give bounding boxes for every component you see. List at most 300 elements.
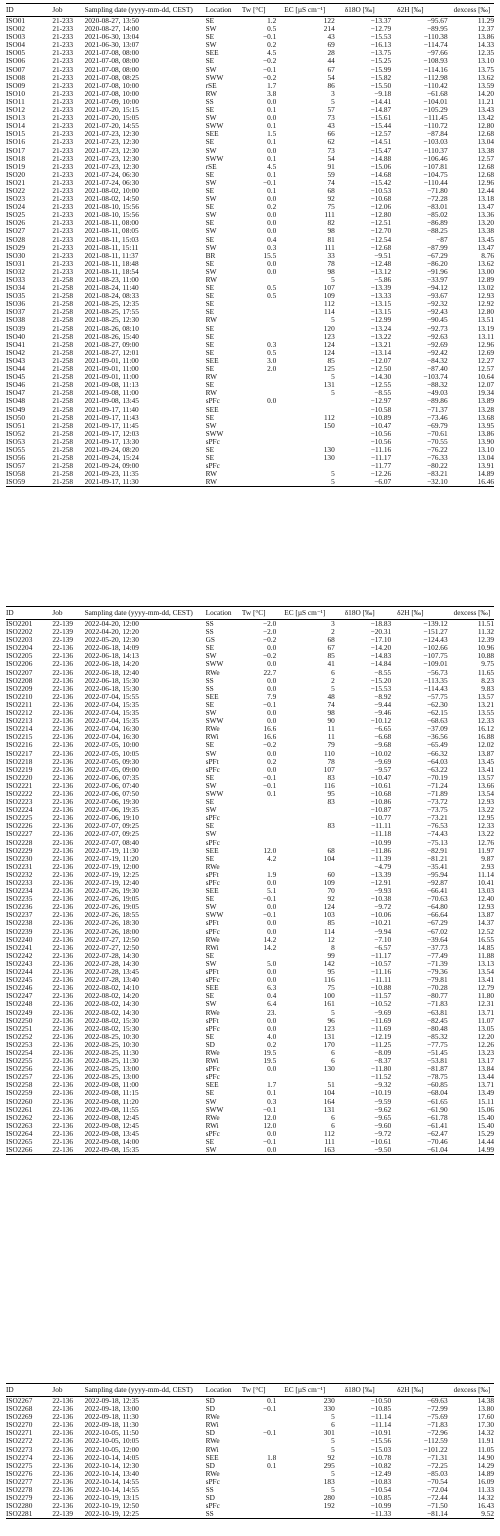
cell-job: 22-136 <box>52 1461 74 1470</box>
table-row <box>6 1106 494 1114</box>
cell-location: GS <box>205 636 215 645</box>
cell-d18o: −11.18 <box>370 830 392 839</box>
table-row <box>6 879 494 887</box>
cell-d18o: −11.69 <box>370 1024 392 1033</box>
cell-dexcess: 13.44 <box>477 1073 494 1082</box>
cell-ec: 5 <box>331 478 335 487</box>
cell-d18o: −6.68 <box>374 733 392 742</box>
cell-ec <box>284 438 344 446</box>
cell-dexcess: 14.85 <box>477 943 494 952</box>
header-d18o: δ18O [‰] <box>345 4 397 17</box>
cell-id: ISO2245 <box>6 976 33 985</box>
table-row <box>6 839 494 847</box>
cell-water-temp: 1.2 <box>267 16 277 25</box>
cell-ec: 5 <box>331 373 335 382</box>
cell-date: 2021-07-24, 06:30 <box>84 170 139 179</box>
cell-id: ISO2263 <box>6 1121 33 1130</box>
cell-d2h: −151.27 <box>423 628 448 637</box>
cell-d2h: −87.84 <box>427 130 448 139</box>
cell-job: 21-258 <box>52 405 74 414</box>
cell-dexcess: 16.12 <box>477 725 494 734</box>
cell-d2h: −33.97 <box>427 276 448 284</box>
cell-location: SE <box>205 445 215 454</box>
cell-location: RW <box>205 373 217 382</box>
cell-d18o: −10.78 <box>370 1453 392 1462</box>
cell-d18o: −10.52 <box>370 1000 392 1009</box>
cell-date: 2021-09-24, 15:24 <box>84 454 139 463</box>
cell-id: ISO35 <box>6 292 26 301</box>
cell-job: 21-233 <box>52 106 74 115</box>
cell-d18o: −9.65 <box>374 1113 392 1122</box>
cell-location: SE <box>205 1138 215 1146</box>
cell-dexcess: 12.69 <box>477 348 494 357</box>
cell-ec: 8 <box>331 943 335 952</box>
cell-job: 21-258 <box>52 276 74 284</box>
cell-id: ISO2277 <box>6 1477 33 1486</box>
cell-date: 2021-08-02, 10:00 <box>84 186 139 195</box>
table-row <box>6 147 494 155</box>
cell-d18o: −11.86 <box>370 846 392 855</box>
cell-job: 22-136 <box>52 935 74 944</box>
cell-date: 2021-07-08, 08:00 <box>84 65 139 74</box>
cell-date: 2021-08-11, 15:11 <box>84 243 139 252</box>
cell-water-temp: 0.1 <box>267 154 277 163</box>
cell-ec: 103 <box>323 911 335 920</box>
cell-id: ISO58 <box>6 470 26 479</box>
cell-date: 2021-08-11, 18:48 <box>84 259 139 268</box>
cell-d2h: −92.69 <box>427 340 448 349</box>
cell-id: ISO2210 <box>6 692 33 701</box>
cell-d2h: −103.03 <box>423 138 448 147</box>
cell-id: ISO2231 <box>6 862 33 871</box>
cell-dexcess: 13.90 <box>477 437 494 446</box>
cell-water-temp: −0.1 <box>263 781 277 790</box>
cell-date: 2022-07-05, 10:00 <box>84 741 139 750</box>
cell-d18o: −10.82 <box>370 1461 392 1470</box>
cell-d18o: −12.07 <box>370 356 392 365</box>
cell-id: ISO2265 <box>6 1138 33 1146</box>
table-row <box>6 750 494 758</box>
cell-date: 2021-08-11, 11:37 <box>84 251 139 260</box>
cell-ec: 6 <box>331 1121 335 1130</box>
cell-location: SE <box>205 332 215 341</box>
cell-water-temp <box>242 1413 284 1421</box>
cell-dexcess: 9.83 <box>481 684 494 693</box>
cell-d2h: −63.81 <box>427 1008 448 1017</box>
cell-location: SD <box>205 1396 215 1405</box>
cell-id: ISO2278 <box>6 1486 33 1495</box>
cell-dexcess: 13.47 <box>477 243 494 252</box>
table-row <box>6 406 494 414</box>
cell-date: 2022-07-05, 10:05 <box>84 749 139 758</box>
cell-d2h: −57.75 <box>427 692 448 701</box>
cell-id: ISO2249 <box>6 1008 33 1017</box>
cell-d2h: −110.44 <box>423 178 448 187</box>
cell-date: 2021-09-17, 12:03 <box>84 429 139 438</box>
cell-id: ISO15 <box>6 130 26 139</box>
cell-location: SS <box>205 1486 214 1495</box>
cell-water-temp: −2.0 <box>263 628 277 637</box>
table-row <box>6 219 494 227</box>
cell-d2h: −85.03 <box>427 1469 448 1478</box>
cell-ec: 43 <box>327 122 335 131</box>
cell-job: 21-233 <box>52 41 74 50</box>
cell-d18o: −9.18 <box>374 89 392 98</box>
cell-location: RWe <box>205 668 220 677</box>
cell-ec: 114 <box>324 927 335 936</box>
cell-d18o: −12.68 <box>370 243 392 252</box>
cell-date: 2022-08-25, 11:30 <box>84 1048 139 1057</box>
cell-d18o: −11.11 <box>371 822 392 831</box>
table-row <box>6 1494 494 1502</box>
cell-d2h: −81.87 <box>427 1065 448 1074</box>
cell-job: 21-233 <box>52 211 74 220</box>
cell-dexcess: 13.10 <box>477 445 494 454</box>
cell-water-temp: 0.0 <box>267 397 277 406</box>
header-location: Location <box>206 607 242 620</box>
cell-id: ISO2241 <box>6 943 33 952</box>
cell-ec: 83 <box>327 773 335 782</box>
cell-ec: 107 <box>323 284 335 293</box>
cell-d2h: −88.25 <box>427 227 448 236</box>
cell-date: 2022-07-06, 07:40 <box>84 781 139 790</box>
cell-ec <box>284 814 344 822</box>
cell-water-temp: 0.4 <box>267 235 277 244</box>
cell-d18o: −10.91 <box>370 1429 392 1438</box>
cell-location: RWi <box>205 1057 219 1066</box>
cell-d18o: −10.47 <box>370 421 392 430</box>
table-row <box>6 620 494 629</box>
cell-id: ISO31 <box>6 259 26 268</box>
cell-dexcess: 12.02 <box>477 741 494 750</box>
cell-d18o: −10.61 <box>370 1138 392 1146</box>
cell-job: 22-136 <box>52 992 74 1001</box>
cell-id: ISO55 <box>6 445 26 454</box>
table-row <box>6 1446 494 1454</box>
cell-d18o: −9.57 <box>374 765 392 774</box>
cell-water-temp <box>242 830 284 838</box>
cell-dexcess: 12.31 <box>477 1000 494 1009</box>
table-row <box>6 968 494 976</box>
cell-d18o: −14.83 <box>370 652 392 661</box>
cell-d2h: −67.29 <box>427 919 448 928</box>
cell-date: 2021-09-17, 11:30 <box>84 478 139 487</box>
cell-d2h: −92.32 <box>427 300 448 309</box>
cell-d18o: −15.06 <box>370 162 392 171</box>
cell-ec: 124 <box>323 340 335 349</box>
cell-water-temp: 19.5 <box>263 1048 277 1057</box>
cell-d18o: −9.59 <box>374 1097 392 1106</box>
cell-date: 2022-08-02, 14:30 <box>84 1000 139 1009</box>
cell-d18o: −9.50 <box>374 1146 392 1155</box>
cell-dexcess: 13.05 <box>477 1024 494 1033</box>
cell-d2h: −56.73 <box>427 668 448 677</box>
cell-ec: 100 <box>323 992 335 1001</box>
cell-job: 21-233 <box>52 178 74 187</box>
cell-job: 22-136 <box>52 951 74 960</box>
cell-job: 21-258 <box>52 316 74 325</box>
cell-water-temp: −0.2 <box>263 652 277 661</box>
cell-ec: 5 <box>331 97 335 106</box>
cell-location: sPFc <box>205 976 220 985</box>
cell-location: RWe <box>205 1113 220 1122</box>
table-row <box>6 919 494 927</box>
isotope-table-2021 <box>6 3 494 487</box>
cell-water-temp: −0.1 <box>263 1105 277 1114</box>
cell-date: 2022-08-02, 14:10 <box>84 984 139 993</box>
cell-water-temp <box>242 1073 284 1081</box>
cell-location: RWi <box>205 1445 219 1454</box>
cell-location: SE <box>205 324 215 333</box>
cell-d18o: −12.91 <box>370 879 392 887</box>
cell-dexcess: 11.91 <box>477 1437 494 1446</box>
cell-date: 2022-07-06, 07:35 <box>84 773 139 782</box>
cell-ec: 124 <box>323 348 335 357</box>
header-location: Location <box>206 1384 242 1397</box>
cell-job: 21-233 <box>52 65 74 74</box>
cell-id: ISO2248 <box>6 1000 33 1009</box>
cell-ec <box>284 406 344 414</box>
cell-dexcess: 12.40 <box>477 895 494 904</box>
cell-date: 2022-10-14, 14:05 <box>84 1453 139 1462</box>
cell-job: 22-136 <box>52 976 74 985</box>
cell-dexcess: 13.02 <box>477 284 494 293</box>
cell-d2h: −84.32 <box>427 356 448 365</box>
table-row <box>6 774 494 782</box>
cell-job: 22-136 <box>52 919 74 928</box>
cell-date: 2022-07-28, 13:45 <box>84 968 139 977</box>
cell-location: SE <box>205 300 215 309</box>
cell-dexcess: 13.38 <box>477 227 494 236</box>
cell-d18o: −10.86 <box>370 798 392 807</box>
cell-job: 21-258 <box>52 292 74 301</box>
cell-d2h: −70.19 <box>427 773 448 782</box>
cell-date: 2022-07-05, 09:00 <box>84 765 139 774</box>
cell-water-temp: 6.3 <box>267 984 277 993</box>
cell-id: ISO2209 <box>6 684 33 693</box>
cell-job: 22-136 <box>52 806 74 815</box>
cell-d18o: −13.12 <box>370 267 392 276</box>
cell-dexcess: 14.89 <box>477 470 494 479</box>
cell-job: 21-233 <box>52 195 74 204</box>
cell-d2h: −71.80 <box>427 186 448 195</box>
cell-water-temp: −0.2 <box>263 636 277 645</box>
cell-location: SD <box>205 1429 215 1438</box>
cell-ec: 73 <box>327 114 335 123</box>
cell-water-temp <box>242 814 284 822</box>
cell-job: 22-136 <box>52 1405 74 1414</box>
cell-id: ISO2254 <box>6 1048 33 1057</box>
cell-ec <box>284 462 344 470</box>
cell-job: 22-136 <box>52 789 74 798</box>
cell-job: 22-136 <box>52 1494 74 1503</box>
cell-location: SW <box>205 267 217 276</box>
cell-job: 22-136 <box>52 1453 74 1462</box>
cell-ec: 73 <box>327 146 335 155</box>
cell-dexcess: 14.44 <box>477 1138 494 1146</box>
cell-water-temp: 0.1 <box>267 1396 277 1405</box>
cell-d18o: −11.77 <box>370 462 392 471</box>
cell-d18o: −8.37 <box>374 1057 392 1066</box>
cell-date: 2022-07-19, 12:40 <box>84 879 139 887</box>
cell-location: SWW <box>205 911 224 920</box>
cell-job: 21-258 <box>52 356 74 365</box>
cell-id: ISO2201 <box>6 619 33 628</box>
header-date: Sampling date (yyyy-mm-dd, CEST) <box>85 1384 206 1397</box>
cell-id: ISO29 <box>6 243 26 252</box>
table-row <box>6 236 494 244</box>
cell-dexcess: 15.40 <box>477 1121 494 1130</box>
cell-id: ISO34 <box>6 284 26 293</box>
table-row <box>6 49 494 57</box>
cell-location: SE <box>205 798 215 807</box>
cell-dexcess: 19.34 <box>477 389 494 398</box>
cell-date: 2022-09-08, 14:00 <box>84 1138 139 1146</box>
cell-date: 2021-07-08, 10:00 <box>84 81 139 90</box>
cell-water-temp: 0.3 <box>267 340 277 349</box>
cell-location: sPFc <box>205 814 220 823</box>
cell-job: 21-233 <box>52 203 74 212</box>
cell-d18o: −12.51 <box>370 219 392 228</box>
cell-id: ISO39 <box>6 324 26 333</box>
cell-dexcess: 14.32 <box>477 1494 494 1503</box>
cell-dexcess: 12.89 <box>477 276 494 284</box>
cell-d2h: −72.25 <box>427 1461 448 1470</box>
cell-id: ISO37 <box>6 308 26 317</box>
cell-location: SWW <box>205 73 224 82</box>
cell-water-temp: 12.0 <box>263 1113 277 1122</box>
cell-d18o: −12.99 <box>370 316 392 325</box>
cell-d2h: −60.85 <box>427 1081 448 1090</box>
cell-id: ISO11 <box>6 97 25 106</box>
cell-dexcess: 14.33 <box>477 41 494 50</box>
cell-location: sPFc <box>205 1502 220 1511</box>
cell-location: SS <box>205 97 214 106</box>
cell-d18o: −12.06 <box>370 203 392 212</box>
cell-dexcess: 12.57 <box>477 365 494 374</box>
cell-date: 2022-06-18, 14:20 <box>84 660 139 669</box>
cell-d18o: −14.68 <box>370 170 392 179</box>
cell-id: ISO20 <box>6 170 26 179</box>
cell-location: SWW <box>205 1105 224 1114</box>
cell-d18o: −7.10 <box>374 935 392 944</box>
cell-d18o: −12.54 <box>370 235 392 244</box>
cell-dexcess: 13.22 <box>477 830 494 839</box>
cell-d2h: −106.46 <box>423 154 448 163</box>
header-d18o: δ18O [‰] <box>345 607 397 620</box>
cell-location: SEE <box>205 1453 219 1462</box>
cell-location: SE <box>205 33 215 42</box>
cell-ec: 5 <box>331 316 335 325</box>
table-row <box>6 292 494 300</box>
cell-water-temp: 23. <box>267 1008 277 1017</box>
cell-water-temp: 0.0 <box>267 195 277 204</box>
cell-date: 2022-10-05, 10:05 <box>84 1437 139 1446</box>
cell-id: ISO01 <box>6 16 26 25</box>
cell-job: 22-136 <box>52 1138 74 1146</box>
cell-job: 22-136 <box>52 1057 74 1066</box>
cell-job: 22-136 <box>52 757 74 766</box>
cell-location: SE <box>205 951 215 960</box>
cell-d18o: −11.39 <box>370 854 392 863</box>
cell-id: ISO16 <box>6 138 26 147</box>
cell-d18o: −6.57 <box>374 943 392 952</box>
cell-water-temp <box>242 438 284 446</box>
cell-location: SE <box>205 365 215 374</box>
cell-water-temp: 4.5 <box>267 162 277 171</box>
cell-water-temp: 0.0 <box>267 676 277 685</box>
cell-d18o: −15.99 <box>370 65 392 74</box>
cell-date: 2021-07-08, 08:00 <box>84 49 139 58</box>
table-row <box>6 17 494 26</box>
cell-ec: 85 <box>327 919 335 928</box>
cell-d2h: −80.48 <box>427 1024 448 1033</box>
cell-ec: 60 <box>327 870 335 879</box>
cell-d2h: −77.49 <box>427 951 448 960</box>
data-table <box>6 607 494 1154</box>
cell-date: 2021-09-08, 11:13 <box>84 381 139 390</box>
cell-location: SW <box>205 421 217 430</box>
table-row <box>6 66 494 74</box>
cell-ec: 83 <box>327 798 335 807</box>
cell-d18o: −10.47 <box>370 773 392 782</box>
cell-id: ISO2230 <box>6 854 33 863</box>
cell-location: RWe <box>205 725 220 734</box>
cell-water-temp: 5.0 <box>267 959 277 968</box>
cell-dexcess: 13.43 <box>477 106 494 115</box>
cell-location: SD <box>205 1461 215 1470</box>
cell-date: 2021-08-11, 08:05 <box>84 227 139 236</box>
cell-d2h: −53.81 <box>427 1057 448 1066</box>
cell-water-temp <box>242 389 284 397</box>
cell-location: sPFc <box>205 1065 220 1074</box>
cell-d2h: −102.66 <box>423 644 448 653</box>
cell-ec: 130 <box>323 1065 335 1074</box>
cell-d2h: −62.30 <box>427 700 448 709</box>
cell-d2h: −72.28 <box>427 195 448 204</box>
cell-job: 22-136 <box>52 1445 74 1454</box>
cell-d2h: −103.74 <box>423 373 448 382</box>
cell-dexcess: 16.46 <box>477 478 494 487</box>
cell-water-temp <box>242 333 284 341</box>
cell-dexcess: 13.62 <box>477 73 494 82</box>
cell-d18o: −12.57 <box>370 130 392 139</box>
cell-d18o: −12.26 <box>370 470 392 479</box>
cell-ec: 79 <box>327 741 335 750</box>
table-row <box>6 90 494 98</box>
cell-dexcess: 11.80 <box>477 992 494 1001</box>
cell-ec: 104 <box>323 854 335 863</box>
cell-id: ISO59 <box>6 478 26 487</box>
cell-ec: 62 <box>327 138 335 147</box>
cell-job: 21-258 <box>52 445 74 454</box>
cell-id: ISO12 <box>6 106 26 115</box>
cell-ec: 12 <box>327 935 335 944</box>
cell-d18o: −15.61 <box>370 114 392 123</box>
cell-d2h: −73.21 <box>427 814 448 823</box>
cell-d18o: −12.49 <box>370 1469 392 1478</box>
table-row <box>6 227 494 235</box>
cell-water-temp: 0.0 <box>267 1146 277 1155</box>
cell-ec: 11 <box>327 733 335 742</box>
cell-location: SE <box>205 822 215 831</box>
cell-id: ISO22 <box>6 186 26 195</box>
table-row <box>6 25 494 33</box>
cell-d18o: −15.44 <box>370 122 392 131</box>
cell-water-temp: 0.0 <box>267 919 277 928</box>
cell-d2h: −82.45 <box>427 1016 448 1025</box>
cell-water-temp: 0.1 <box>267 1089 277 1098</box>
